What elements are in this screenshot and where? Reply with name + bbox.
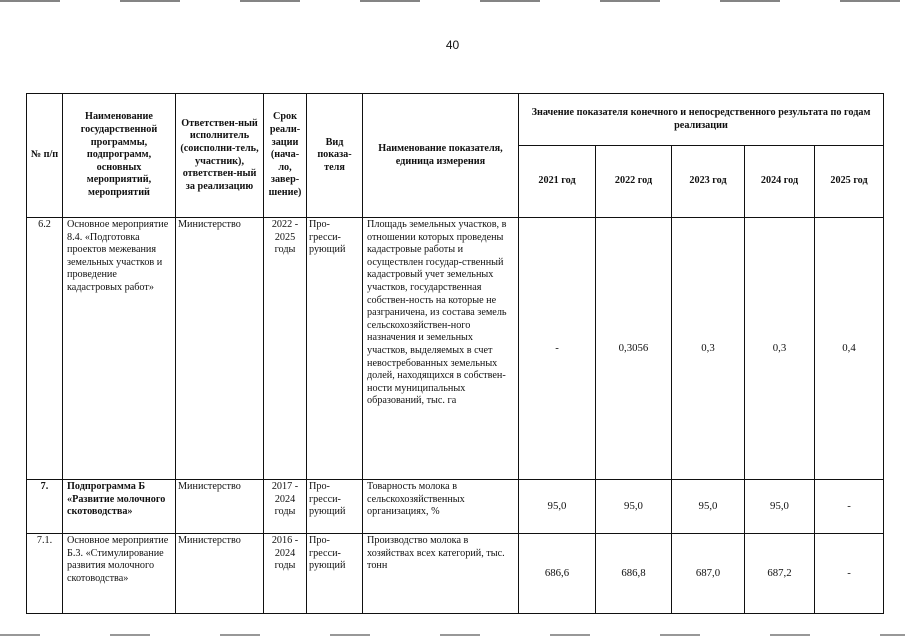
row-value: - — [815, 534, 884, 614]
scan-top-edge — [0, 0, 905, 2]
row-value: 0,3056 — [596, 218, 672, 480]
row-num: 6.2 — [27, 218, 63, 480]
header-year: 2021 год — [519, 146, 596, 218]
header-responsible: Ответствен-ный исполнитель (соисполни-тель, участник), ответствен-ный за реализацию — [176, 94, 264, 218]
row-value: 95,0 — [596, 480, 672, 534]
table-row — [27, 218, 884, 480]
row-value: 0,4 — [815, 218, 884, 480]
row-value: 0,3 — [672, 218, 745, 480]
row-value: - — [815, 480, 884, 534]
row-responsible: Министерство — [176, 218, 264, 480]
row-kind: Про-гресси-рующий — [307, 218, 363, 480]
header-num: № п/п — [27, 94, 63, 218]
row-value: 0,3 — [745, 218, 815, 480]
header-values: Значение показателя конечного и непосредственного результата по годам реализации — [519, 94, 884, 146]
header-term: Срок реали-зации (нача-ло, завер-шение) — [264, 94, 307, 218]
row-term: 2016 - 2024 годы — [264, 534, 307, 614]
row-term: 2017 - 2024 годы — [264, 480, 307, 534]
row-responsible: Министерство — [176, 480, 264, 534]
row-term: 2022 - 2025 годы — [264, 218, 307, 480]
header-year: 2023 год — [672, 146, 745, 218]
header-name: Наименование государственной программы, подпрограмм, основных мероприятий, мероприятий — [63, 94, 176, 218]
header-row-top — [27, 94, 884, 146]
row-value: 95,0 — [519, 480, 596, 534]
row-responsible: Министерство — [176, 534, 264, 614]
header-year: 2025 год — [815, 146, 884, 218]
header-year: 2022 год — [596, 146, 672, 218]
row-num: 7.1. — [27, 534, 63, 614]
row-value: 95,0 — [745, 480, 815, 534]
row-value: 686,6 — [519, 534, 596, 614]
row-value: 95,0 — [672, 480, 745, 534]
page-number: 40 — [445, 38, 460, 52]
header-year: 2024 год — [745, 146, 815, 218]
row-num: 7. — [27, 480, 63, 534]
table-row — [27, 534, 884, 614]
row-value: 687,0 — [672, 534, 745, 614]
row-name: Основное мероприятие Б.3. «Стимулирование развития молочного скотоводства» — [63, 534, 176, 614]
row-indicator: Производство молока в хозяйствах всех категорий, тыс. тонн — [363, 534, 519, 614]
row-name: Подпрограмма Б «Развитие молочного скотоводства» — [63, 480, 176, 534]
row-indicator: Товарность молока в сельскохозяйственных организациях, % — [363, 480, 519, 534]
row-kind: Про-гресси-рующий — [307, 534, 363, 614]
indicator-table — [26, 93, 884, 614]
row-indicator: Площадь земельных участков, в отношении которых проведены кадастровые работы и осуществлен государ-ственный кадастровый учет земельных участков, государственная собствен-ность на которые не разграничена, из состава земель сельскохозяйствен-ного назначения и земельных участков, выделяемых в счет невостребованных земельных долей, находящихся в собствен-ности муниципальных образований, тыс. га — [363, 218, 519, 480]
row-value: 687,2 — [745, 534, 815, 614]
table-row — [27, 480, 884, 534]
header-indicator: Наименование показателя, единица измерения — [363, 94, 519, 218]
row-name: Основное мероприятие 8.4. «Подготовка проектов межевания земельных участков и проведение кадастровых работ» — [63, 218, 176, 480]
scan-bottom-edge — [0, 634, 905, 636]
row-value: - — [519, 218, 596, 480]
header-kind: Вид показа-теля — [307, 94, 363, 218]
row-value: 686,8 — [596, 534, 672, 614]
row-kind: Про-гресси-рующий — [307, 480, 363, 534]
